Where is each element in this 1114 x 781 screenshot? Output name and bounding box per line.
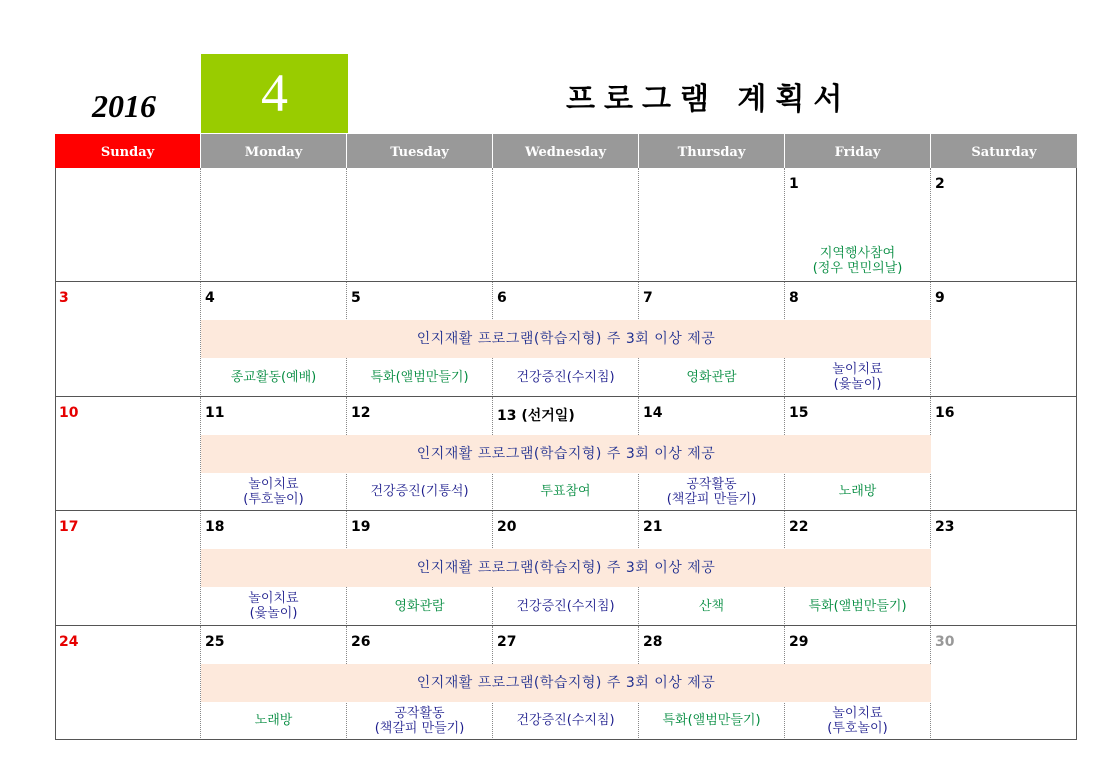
day-number: 14 <box>643 404 663 421</box>
activity-text: 놀이치료 (투호놀이) <box>827 705 888 736</box>
weekday-header-saturday: Saturday <box>931 134 1077 168</box>
weekday-header-tuesday: Tuesday <box>347 134 492 168</box>
day-number: 24 <box>59 633 79 650</box>
day-cell[interactable] <box>55 626 201 740</box>
day-number: 25 <box>205 633 225 650</box>
day-cell[interactable] <box>55 168 201 282</box>
day-number: 8 <box>789 290 799 307</box>
weekday-header-friday: Friday <box>785 134 930 168</box>
weekday-header-thursday: Thursday <box>639 134 784 168</box>
day-number: 13 (선거일) <box>497 407 575 424</box>
month-badge: 4 <box>201 54 348 133</box>
activity-text: 노래방 <box>838 484 877 500</box>
program-band: 인지재활 프로그램(학습지형) 주 3회 이상 제공 <box>201 320 931 358</box>
day-number: 11 <box>205 404 225 421</box>
weekday-header-monday: Monday <box>201 134 346 168</box>
day-number: 20 <box>497 519 517 536</box>
calendar-grid <box>55 134 1077 740</box>
day-number: 22 <box>789 519 809 536</box>
day-number: 5 <box>351 290 361 307</box>
weekday-header-wednesday: Wednesday <box>493 134 638 168</box>
day-cell[interactable] <box>55 397 201 511</box>
day-cell[interactable] <box>931 168 1077 282</box>
day-cell[interactable] <box>931 397 1077 511</box>
year-label: 2016 <box>92 88 156 124</box>
day-number: 23 <box>935 519 955 536</box>
activity-text: 건강증진(수지침) <box>516 713 615 729</box>
day-number: 29 <box>789 633 809 650</box>
page-title: 프로그램 계획서 <box>566 82 852 117</box>
day-number: 6 <box>497 290 507 307</box>
weekday-header-sunday: Sunday <box>55 134 200 168</box>
program-band: 인지재활 프로그램(학습지형) 주 3회 이상 제공 <box>201 664 931 702</box>
day-cell[interactable] <box>347 168 493 282</box>
activity-text: 특화(앨범만들기) <box>808 598 907 614</box>
day-cell[interactable] <box>931 282 1077 396</box>
day-cell[interactable] <box>931 511 1077 625</box>
activity-text: 특화(앨범만들기) <box>662 713 761 729</box>
activity-text: 영화관람 <box>686 369 737 385</box>
day-number: 4 <box>205 290 215 307</box>
day-number: 15 <box>789 404 809 421</box>
day-number: 10 <box>59 404 79 421</box>
day-number: 3 <box>59 290 69 307</box>
day-number: 21 <box>643 519 663 536</box>
activity-text: 산책 <box>698 598 725 614</box>
activity-text: 영화관람 <box>394 598 445 614</box>
activity-text: 건강증진(기통석) <box>370 484 469 500</box>
activity-text: 놀이치료 (윷놀이) <box>832 362 883 393</box>
program-band: 인지재활 프로그램(학습지형) 주 3회 이상 제공 <box>201 435 931 473</box>
activity-text: 건강증진(수지침) <box>516 369 615 385</box>
day-number: 18 <box>205 519 225 536</box>
day-number: 2 <box>935 176 945 192</box>
activity-text: 공작활동 (책갈피 만들기) <box>374 705 465 736</box>
activity-text: 지역행사참여 (정우 면민의날) <box>812 246 903 276</box>
day-number: 7 <box>643 290 653 307</box>
activity-text: 공작활동 (책갈피 만들기) <box>666 476 757 507</box>
day-number: 27 <box>497 633 517 650</box>
day-cell[interactable] <box>55 511 201 625</box>
day-cell[interactable] <box>493 168 639 282</box>
activity-text: 놀이치료 (투호놀이) <box>243 476 304 507</box>
activity-text: 노래방 <box>254 713 293 729</box>
program-band: 인지재활 프로그램(학습지형) 주 3회 이상 제공 <box>201 549 931 587</box>
day-number: 1 <box>789 176 799 192</box>
day-number: 16 <box>935 404 955 421</box>
activity-text: 특화(앨범만들기) <box>370 369 469 385</box>
day-cell[interactable] <box>201 168 347 282</box>
day-number: 30 <box>935 633 955 650</box>
week-divider <box>55 739 1077 740</box>
day-number: 28 <box>643 633 663 650</box>
day-number: 12 <box>351 404 371 421</box>
day-number: 9 <box>935 290 945 307</box>
activity-text: 건강증진(수지침) <box>516 598 615 614</box>
day-number: 17 <box>59 519 79 536</box>
activity-text: 투표참여 <box>540 484 591 500</box>
day-number: 26 <box>351 633 371 650</box>
activity-text: 놀이치료 (윷놀이) <box>248 591 299 622</box>
day-number: 19 <box>351 519 371 536</box>
day-cell[interactable] <box>931 626 1077 740</box>
activity-text: 종교활동(예배) <box>230 369 317 385</box>
day-cell[interactable] <box>639 168 785 282</box>
day-cell[interactable] <box>55 282 201 396</box>
